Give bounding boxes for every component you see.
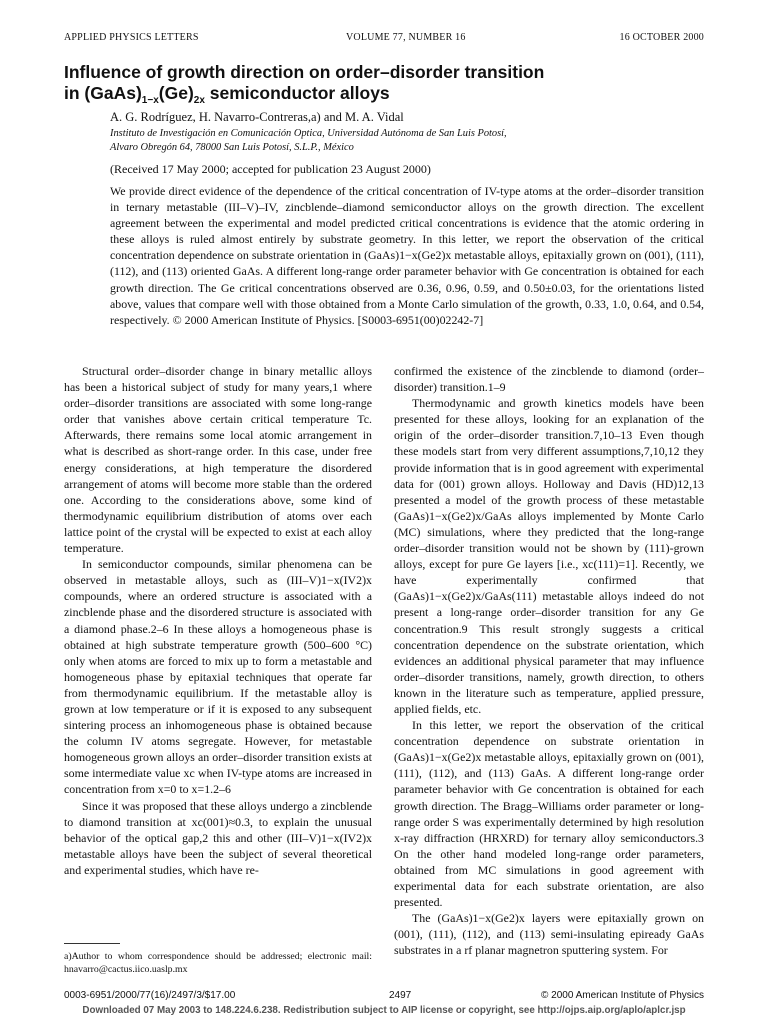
paragraph: Since it was proposed that these alloys undergo a zincblende to diamond transition at xc(001)≈0.3, to explain the unusual behavior of the optical gap,2 this and other (III–V)1−x(IV2)x metastable alloys have been the subject of several theoretical and experimental studies, which have re- — [64, 798, 372, 877]
paragraph: In semiconductor compounds, similar phenomena can be observed in metastable alloys, such as (III–V)1−x(IV2)x compounds, where an ordered structure is associated with a zincblende phase and the disordered structure is associated with a diamond phase.2–6 In these alloys a homogeneous phase is obtained at high substrate temperature growth (500–600 °C) only when atoms are forced to mix up to form a metastable and homogeneous phase by epitaxial techniques that operate far from thermodynamic equilibrium. If the metastable alloy is grown at low temperature or if it is exposed to any subsequent sintering process an inhomogeneous phase is obtained because the column IV atoms segregate. However, for metastable homogeneous grown alloys an order–disorder transition exists at some intermediate value xc when IV-type atoms are increased in concentration from x=0 to x=1.2–6 — [64, 557, 372, 797]
page-number: 2497 — [389, 990, 412, 1001]
received-dates: (Received 17 May 2000; accepted for publication 23 August 2000) — [110, 162, 431, 176]
page-footer — [64, 990, 704, 1004]
body-column-left — [64, 363, 372, 878]
paper-title — [64, 62, 704, 111]
author-list: A. G. Rodríguez, H. Navarro-Contreras,a) and M. A. Vidal — [110, 110, 404, 124]
paragraph: In this letter, we report the observation of the critical concentration dependence on substrate orientation in (GaAs)1−x(Ge2)x metastable alloys, epitaxially grown on (001), (111), (112), and (113) GaAs. A different long-range order parameter behavior with Ge concentration is obtained for each growth direction. The Bragg–Williams order parameter or long-range order S was experimentally determined by high resolution x-ray diffraction (HRXRD) for ternary alloy semiconductors.3 On the other hand modeled long-range order parameters, obtained from MC simulations in good agreement with experimental data for each substrate orientation, are also presented. — [394, 718, 704, 910]
affiliation-line-2: Alvaro Obregón 64, 78000 San Luis Potosí, S.L.P., México — [110, 142, 354, 153]
issue-date: 16 OCTOBER 2000 — [619, 32, 704, 43]
journal-name: APPLIED PHYSICS LETTERS — [64, 32, 199, 43]
title-subscript: 1−x — [141, 95, 159, 106]
footnote-divider — [64, 943, 120, 944]
title-subscript: 2x — [193, 95, 205, 106]
abstract — [110, 183, 704, 328]
paragraph: Thermodynamic and growth kinetics models have been presented for these alloys, looking for an explanation of the origin of the order–disorder transition.7,10–13 Even though these models start from very different assumptions,7,10,12 they provide information that is in good agreement with experimental data for (001) grown alloys. Holloway and Davis (HD)12,13 presented a model of the growth process of these metastable (GaAs)1−x(Ge2)x/GaAs alloys implemented by Monte Carlo (MC) simulations, where they predicted that the long-range order–disorder transition would not be shown by (111)-grown alloys, except for pure Ge layers [i.e., xc(111)=1]. Recently, we have experimentally confirmed that (GaAs)1−x(Ge2)x/GaAs(111) metastable alloys indeed do not present a long-range order–disorder transition for any Ge concentration.9 This result strongly suggests a critical concentration dependence on the substrate orientation, which evidences an additional physical parameter that may influence order–disorder transitions, namely, growth direction, to others known in the literature such as temperature, applied pressure, applied fields, etc. — [394, 396, 704, 716]
volume-number: VOLUME 77, NUMBER 16 — [346, 32, 466, 43]
paragraph: Structural order–disorder change in binary metallic alloys has been a historical subject of study for many years,1 where order–disorder transitions are associated with some long-range order that vanishes above certain critical temperature Tc. Afterwards, there remains some local atomic arrangement in what is described as short-range order. In this case, under free energy considerations, at high temperature the disordered arrangement of atoms will become more stable than the ordered one. According to the considerations above, some kind of thermodynamic equilibrium distribution of atoms over each lattice point of the crystal will be expected to exist at each alloy temperature. — [64, 364, 372, 556]
abstract-text: We provide direct evidence of the dependence of the critical concentration of IV-type atoms at the order–disorder transition in ternary metastable (III–V)–IV, zincblende–diamond semiconductor alloys on the growth direction. The excellent agreement between the experimental and model predicted critical concentrations is evidence that the atomic ordering in these alloys is ruled almost entirely by substrate geometry. In this letter, we report the observation of the critical concentration dependence on substrate orientation in (GaAs)1−x(Ge2)x metastable alloys, epitaxially grown on (001), (111), (112), and (113) oriented GaAs. A different long-range order parameter behavior with Ge concentration is obtained for each growth direction. The Ge critical concentrations observed are 0.36, 0.96, 0.59, and 0.50±0.03, for the orientations listed above, values that compare well with those obtained from a Monte Carlo simulation of the growth, 0.33, 1.0, 0.64, and 0.54, respectively. © 2000 American Institute of Physics. [S0003-6951(00)02242-7] — [110, 184, 704, 327]
title-part: (Ge) — [158, 83, 194, 103]
title-part: in (GaAs) — [64, 83, 142, 103]
article-code: 0003-6951/2000/77(16)/2497/3/$17.00 — [64, 990, 236, 1001]
affiliation — [110, 127, 710, 155]
paragraph: confirmed the existence of the zincblende to diamond (order–disorder) transition.1–9 — [394, 364, 704, 395]
copyright-notice: © 2000 American Institute of Physics — [540, 990, 704, 1001]
affiliation-line-1: Instituto de Investigación en Comunicación Optica, Universidad Autónoma de San Luis Potosí, — [110, 128, 507, 139]
title-line-1: Influence of growth direction on order–disorder transition — [64, 62, 545, 82]
paragraph: The (GaAs)1−x(Ge2)x layers were epitaxially grown on (001), (111), (112), and (113) semi-insulating epiready GaAs substrates in a rf planar magnetron sputtering system. For — [394, 911, 704, 958]
title-part: semiconductor alloys — [204, 83, 390, 103]
footnote: a)Author to whom correspondence should be addressed; electronic mail: hnavarro@cactus.iico.uaslp.mx — [64, 951, 372, 975]
body-column-right — [394, 363, 704, 958]
download-notice: Downloaded 07 May 2003 to 148.224.6.238. Redistribution subject to AIP license or copyright, see http://ojps.aip.org/aplo/aplcr.jsp — [82, 1005, 686, 1016]
title-line-2 — [64, 83, 704, 111]
